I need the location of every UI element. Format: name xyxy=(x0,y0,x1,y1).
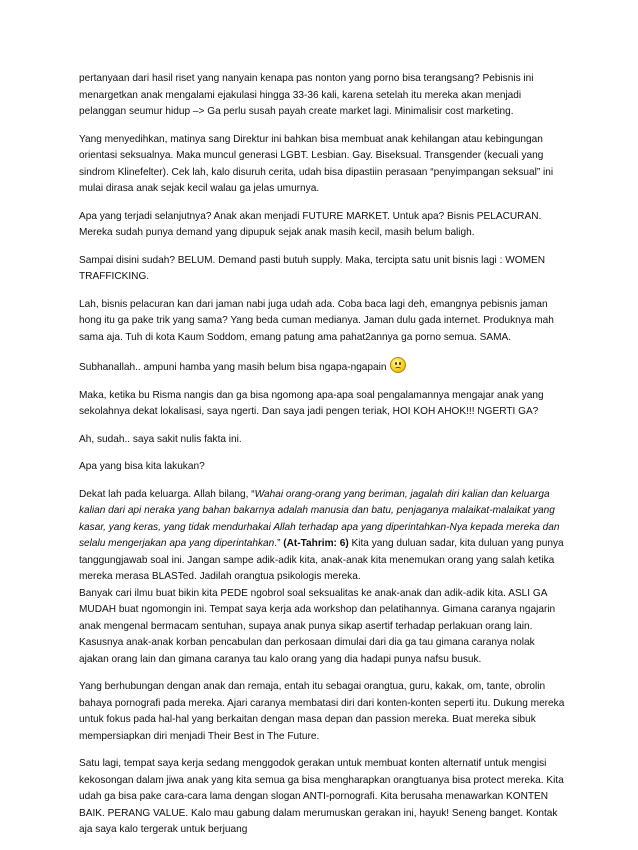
quran-quote: Wahai orang-orang yang beriman, jagalah diri kalian dan keluarga kalian dari api neraka yang bahan bakarnya adalah manusia dan batu, penjaganya malaikat-malaikat yang kasar, yang keras, yang tidak mendurhakai Allah terhadap apa yang diperintahkan-Nya kepada mereka dan selalu mengerjakan apa yang diperintahkan xyxy=(79,488,560,549)
article-body xyxy=(79,71,567,850)
paragraph-4: Sampai disini sudah? BELUM. Demand pasti butuh supply. Maka, tercipta satu unit bisnis lagi : WOMEN TRAFFICKING. xyxy=(79,254,546,282)
paragraph-9: Apa yang bisa kita lakukan? xyxy=(79,461,205,472)
verse-reference: (At-Tahrim: 6) xyxy=(283,538,349,549)
paragraph-7: Maka, ketika bu Risma nangis dan ga bisa ngomong apa-apa soal pengalamannya mengajar anak yang sekolahnya dekat lokalisasi, saya ngerti. Dan saya jadi pengen teriak, HOI KOH AHOK!!! NGERTI GA? xyxy=(79,389,544,417)
paragraph-10 xyxy=(79,487,567,586)
paragraph-6 xyxy=(79,357,567,377)
paragraph-3: Apa yang terjadi selanjutnya? Anak akan menjadi FUTURE MARKET. Untuk apa? Bisnis PELACURAN. Mereka sudah punya demand yang dipupuk sejak anak masih kecil, masih belum baligh. xyxy=(79,210,542,238)
paragraph-10-rest: Kita yang duluan sadar, kita duluan yang punya tanggungjawab soal ini. Jangan sampe adik-adik kita, anak-anak kita menemukan orang yang salah ketika mereka merasa BLASTed. Jadilah orangtua psikologis mereka. xyxy=(79,538,564,582)
paragraph-13: Satu lagi, tempat saya kerja sedang menggodok gerakan untuk membuat konten alternatif untuk mengisi kekosongan dalam jiwa anak yang kita semua ga bisa mengharapkan orangtuanya bisa protect mereka. Kita udah ga bisa pake cara-cara lama dengan slogan ANTI-pornografi. Kita berusaha menawarkan KONTEN BAIK. PERANG VALUE. Kalo mau gabung dalam merumuskan gerakan ini, hayuk! Seneng banget. Kontak aja saya kalo tergerak untuk berjuang xyxy=(79,758,564,835)
paragraph-6-text: Subhanallah.. ampuni hamba yang masih belum bisa ngapa-ngapain xyxy=(79,362,387,373)
paragraph-12: Yang berhubungan dengan anak dan remaja, entah itu sebagai orangtua, guru, kakak, om, tante, obrolin bahaya pornografi pada mereka. Ajari caranya membatasi diri dari konten-konten seperti itu. Dukung mereka untuk fokus pada hal-hal yang berkaitan dengan masa depan dan passion mereka. Buat mereka sibuk mempersiapkan diri menjadi Their Best in The Future. xyxy=(79,681,565,742)
paragraph-1: pertanyaan dari hasil riset yang nanyain kenapa pas nonton yang porno bisa terangsang? Pebisnis ini menargetkan anak mengalami ejakulasi hingga 33-36 kali, karena setelah itu mereka akan menjadi pelanggan seumur hidup –> Ga perlu susah payah create market lagi. Minimalisir cost marketing. xyxy=(79,73,534,117)
quote-close: .” xyxy=(274,538,284,549)
paragraph-11: Banyak cari ilmu buat bikin kita PEDE ngobrol soal seksualitas ke anak-anak dan adik-adik kita. ASLI GA MUDAH buat ngomongin ini. Tempat saya kerja ada workshop dan pelatihannya. Gimana caranya ngajarin anak mengenal bermacam sentuhan, supaya anak punya sikap asertif terhadap perlakuan orang lain. Kasusnya anak-anak korban pencabulan dan perkosaan dimulai dari dia ga tau gimana caranya nolak ajakan orang lain dan gimana caranya tau kalo orang yang dia hadapi punya nafsu busuk. xyxy=(79,587,556,665)
paragraph-8: Ah, sudah.. saya sakit nulis fakta ini. xyxy=(79,433,242,445)
paragraph-2: Yang menyedihkan, matinya sang Direktur ini bahkan bisa membuat anak kehilangan atau kebingungan orientasi seksualnya. Maka muncul generasi LGBT. Lesbian. Gay. Biseksual. Transgender (kecuali yang sindrom Klinefelter). Cek lah, kalo disuruh cerita, udah bisa dipastiin perasaan “penyimpangan seksual” ini mulai dirasa anak sejak kecil walau ga jelas umurnya. xyxy=(79,133,554,194)
paragraph-5: Lah, bisnis pelacuran kan dari jaman nabi juga udah ada. Coba baca lagi deh, emangnya pebisnis jaman hong itu ga pake trik yang sama? Yang beda cuman medianya. Jaman dulu gada internet. Produknya mah sama aja. Tuh di kota Kaum Soddom, emang patung ama pahat2annya ga porno semua. SAMA. xyxy=(79,298,554,343)
worried-face-emoji-icon xyxy=(390,357,406,373)
quote-lead: Dekat lah pada keluarga. Allah bilang, “ xyxy=(79,488,255,500)
